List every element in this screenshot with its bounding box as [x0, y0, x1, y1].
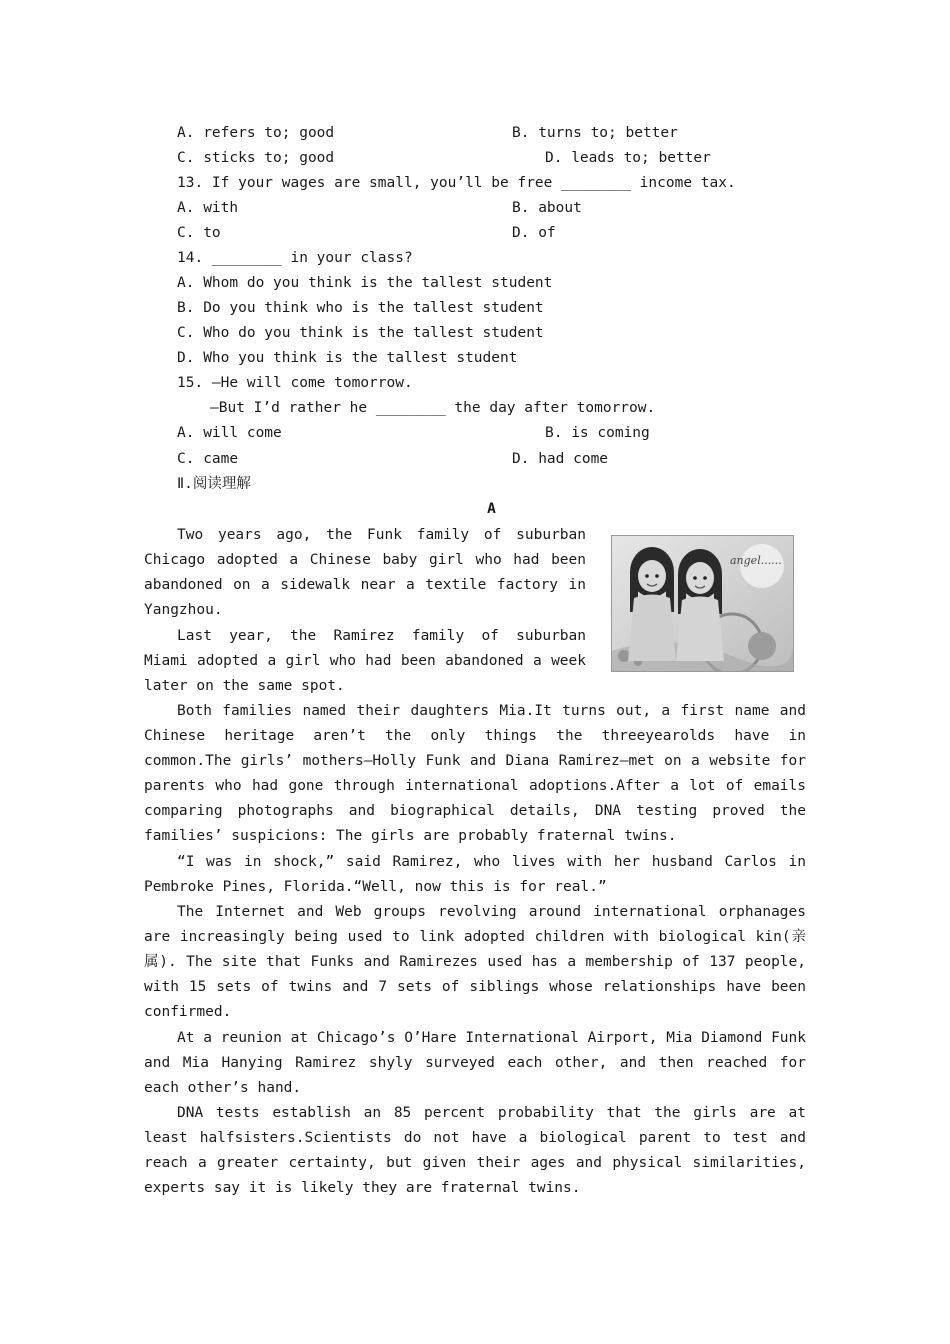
q12-option-a: A. refers to; good: [177, 125, 335, 141]
q14-option-a: A. Whom do you think is the tallest student: [177, 275, 553, 291]
passage-paragraph-5: The Internet and Web groups revolving around international orphanages are increasingly being used to link adopted children with biological kin(亲属). The site that Funks and Ramirezes used has a membership of 137 people, with 15 sets of twins and 7 sets of siblings whose relationships have been confirmed.: [144, 904, 806, 1021]
q15-option-d: D. had come: [512, 451, 609, 467]
q13-option-a: A. with: [177, 200, 239, 216]
passage-paragraph-3: Both families named their daughters Mia.It turns out, a first name and Chinese heritage aren’t the only things the threeyearolds have in common.The girls’ mothers—Holly Funk and Diana Ramirez—met on a website for parents who had gone through international adoptions.After a lot of emails comparing photographs and biographical details, DNA testing proved the families’ suspicions: The girls are probably fraternal twins.: [144, 703, 806, 845]
q12-option-b: B. turns to; better: [512, 125, 678, 141]
q12-option-d: D. leads to; better: [545, 150, 711, 166]
q15-stem-reply: —But I’d rather he ________ the day after tomorrow.: [210, 400, 656, 416]
q13-option-c: C. to: [177, 225, 221, 241]
passage-photo: [611, 535, 794, 672]
passage-paragraph-4: “I was in shock,” said Ramirez, who lives with her husband Carlos in Pembroke Pines, Florida.“Well, now this is for real.”: [144, 854, 806, 896]
q13-stem: 13. If your wages are small, you’ll be free ________ income tax.: [177, 175, 736, 191]
q15-option-b: B. is coming: [545, 425, 650, 441]
section-heading: Ⅱ.阅读理解: [177, 476, 251, 492]
passage-paragraph-6: At a reunion at Chicago’s O’Hare International Airport, Mia Diamond Funk and Mia Hanying Ramirez shyly surveyed each other, and then reached for each other’s hand.: [144, 1030, 806, 1097]
q15-stem: 15. —He will come tomorrow.: [177, 375, 413, 391]
q14-option-c: C. Who do you think is the tallest student: [177, 325, 544, 341]
passage-paragraph-1: Two years ago, the Funk family of suburban Chicago adopted a Chinese baby girl who had been abandoned on a sidewalk near a textile factory in Yangzhou.: [144, 527, 586, 619]
q12-option-c: C. sticks to; good: [177, 150, 335, 166]
q13-option-d: D. of: [512, 225, 556, 241]
passage-paragraph-2: Last year, the Ramirez family of suburban Miami adopted a girl who had been abandoned a week later on the same spot.: [144, 628, 586, 695]
q13-option-b: B. about: [512, 200, 582, 216]
photo-caption: angel......: [730, 554, 782, 567]
q15-option-a: A. will come: [177, 425, 282, 441]
q14-option-b: B. Do you think who is the tallest student: [177, 300, 544, 316]
q15-option-c: C. came: [177, 451, 239, 467]
passage-paragraph-7: DNA tests establish an 85 percent probability that the girls are at least halfsisters.Scientists do not have a biological parent to test and reach a greater certainty, but given their ages and physical similarities, experts say it is likely they are fraternal twins.: [144, 1105, 806, 1197]
q14-option-d: D. Who you think is the tallest student: [177, 350, 518, 366]
passage-letter: A: [487, 501, 496, 517]
twin-girls-image: [612, 536, 793, 671]
q14-stem: 14. ________ in your class?: [177, 250, 413, 266]
